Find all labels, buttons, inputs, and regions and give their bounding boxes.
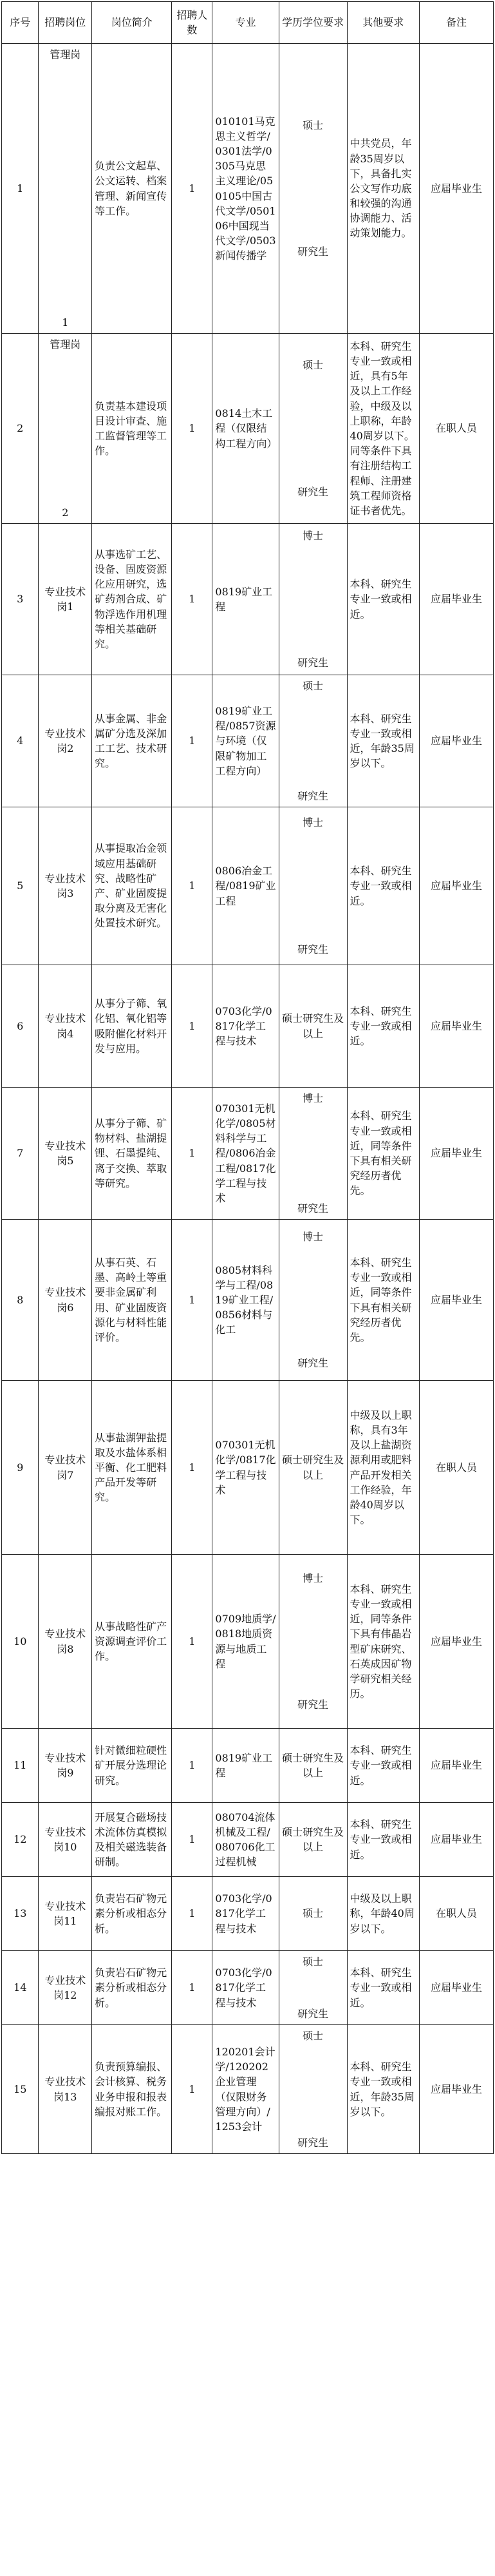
post-index: 2 xyxy=(62,506,69,519)
cell-other: 本科、研究生专业一致或相近。 xyxy=(347,807,420,965)
cell-post: 专业技术岗11 xyxy=(39,1877,92,1951)
cell-post: 专业技术岗2 xyxy=(39,675,92,807)
cell-intro: 负责基本建设项目设计审查、施工监督管理等工作。 xyxy=(92,334,172,524)
cell-intro: 从事分子筛、氧化铝、氧化铝等吸附催化材料开发与应用。 xyxy=(92,965,172,1088)
degree-type: 研究生 xyxy=(297,245,329,258)
post-name: 管理岗 xyxy=(50,48,81,61)
cell-degree: 硕士研究生及以上 xyxy=(279,965,347,1088)
cell-intro: 从事提取冶金领域应用基础研究、战略性矿产、矿业固废提取分离及无害化处置技术研究。 xyxy=(92,807,172,965)
cell-remark: 应届毕业生 xyxy=(420,675,494,807)
cell-degree: 硕士研究生及以上 xyxy=(279,1381,347,1555)
degree-stack xyxy=(282,815,344,957)
degree-type: 研究生 xyxy=(297,1698,329,1711)
cell-major: 010101马克思主义哲学/0301法学/0305马克思主义理论/050105中国古代文学/050106中国现当代文学/0503新闻传播学 xyxy=(212,44,279,334)
cell-intro: 从事分子筛、矿物材料、盐湖提锂、石墨提纯、离子交换、萃取等研究。 xyxy=(92,1088,172,1220)
cell-remark: 在职人员 xyxy=(420,334,494,524)
cell-count: 1 xyxy=(172,1088,212,1220)
cell-major: 0703化学/0817化学工程与技术 xyxy=(212,1951,279,2025)
cell-other: 中级及以上职称，年龄40周岁以下。 xyxy=(347,1877,420,1951)
cell-other: 本科、研究生专业一致或相近。 xyxy=(347,1729,420,1803)
cell-other: 本科、研究生专业一致或相近，同等条件下具有伟晶岩型矿床研究、石英成因矿物学研究相关经历。 xyxy=(347,1555,420,1729)
cell-major: 0703化学/0817化学工程与技术 xyxy=(212,1877,279,1951)
cell-degree xyxy=(279,44,347,334)
degree-stack xyxy=(282,528,344,670)
table-row xyxy=(2,1951,494,2025)
cell-other: 本科、研究生专业一致或相近，同等条件下具有相关研究经历者优先。 xyxy=(347,1088,420,1220)
cell-degree xyxy=(279,675,347,807)
degree-type: 研究生 xyxy=(297,1357,329,1370)
cell-post: 专业技术岗6 xyxy=(39,1220,92,1381)
cell-count: 1 xyxy=(172,334,212,524)
post-index: 1 xyxy=(62,316,69,329)
degree-stack xyxy=(282,358,344,499)
table-row xyxy=(2,1729,494,1803)
cell-degree: 硕士研究生及以上 xyxy=(279,1729,347,1803)
degree-stack xyxy=(282,1229,344,1371)
cell-no: 13 xyxy=(2,1877,39,1951)
cell-degree xyxy=(279,1088,347,1220)
cell-remark: 应届毕业生 xyxy=(420,807,494,965)
cell-count: 1 xyxy=(172,965,212,1088)
table-row xyxy=(2,2025,494,2154)
cell-remark: 应届毕业生 xyxy=(420,1729,494,1803)
cell-degree: 硕士研究生及以上 xyxy=(279,1803,347,1877)
header-degree: 学历学位要求 xyxy=(279,2,347,44)
degree-type: 研究生 xyxy=(297,1202,329,1215)
cell-count: 1 xyxy=(172,1381,212,1555)
degree-type: 研究生 xyxy=(297,943,329,956)
cell-other: 本科、研究生专业一致或相近，年龄35周岁以下。 xyxy=(347,675,420,807)
cell-intro: 从事石英、石墨、高岭土等重要非金属矿利用、矿业固废资源化与材料性能评价。 xyxy=(92,1220,172,1381)
cell-count: 1 xyxy=(172,1220,212,1381)
degree-level: 博士 xyxy=(303,1572,324,1584)
cell-major: 0806冶金工程/0819矿业工程 xyxy=(212,807,279,965)
degree-stack xyxy=(282,1954,344,2022)
cell-count: 1 xyxy=(172,1729,212,1803)
cell-no: 15 xyxy=(2,2025,39,2154)
cell-post: 专业技术岗3 xyxy=(39,807,92,965)
table-row xyxy=(2,524,494,675)
table-row xyxy=(2,334,494,524)
cell-no: 8 xyxy=(2,1220,39,1381)
degree-type: 研究生 xyxy=(297,656,329,669)
degree-type: 研究生 xyxy=(297,485,329,498)
cell-intro: 负责岩石矿物元素分析或相态分析。 xyxy=(92,1951,172,2025)
cell-no: 14 xyxy=(2,1951,39,2025)
cell-post: 专业技术岗1 xyxy=(39,524,92,675)
cell-major: 0819矿业工程 xyxy=(212,524,279,675)
cell-post: 专业技术岗4 xyxy=(39,965,92,1088)
cell-major: 120201会计学/120202企业管理（仅限财务管理方向）/1253会计 xyxy=(212,2025,279,2154)
cell-no: 5 xyxy=(2,807,39,965)
cell-no: 6 xyxy=(2,965,39,1088)
table-row xyxy=(2,1877,494,1951)
table-row xyxy=(2,1381,494,1555)
table-row xyxy=(2,1088,494,1220)
table-row xyxy=(2,807,494,965)
cell-remark: 应届毕业生 xyxy=(420,1088,494,1220)
header-intro: 岗位简介 xyxy=(92,2,172,44)
cell-no: 2 xyxy=(2,334,39,524)
header-other: 其他要求 xyxy=(347,2,420,44)
header-count: 招聘人数 xyxy=(172,2,212,44)
cell-post: 专业技术岗12 xyxy=(39,1951,92,2025)
cell-no: 12 xyxy=(2,1803,39,1877)
degree-stack xyxy=(282,118,344,260)
degree-level: 硕士 xyxy=(303,119,324,131)
degree-level: 硕士 xyxy=(303,2029,324,2042)
degree-type: 研究生 xyxy=(297,2008,329,2021)
cell-no: 7 xyxy=(2,1088,39,1220)
cell-post xyxy=(39,44,92,334)
cell-remark: 应届毕业生 xyxy=(420,2025,494,2154)
cell-degree xyxy=(279,1951,347,2025)
cell-post: 专业技术岗7 xyxy=(39,1381,92,1555)
cell-post: 专业技术岗13 xyxy=(39,2025,92,2154)
post-stack xyxy=(41,337,89,521)
post-stack xyxy=(41,47,89,331)
cell-remark: 应届毕业生 xyxy=(420,1220,494,1381)
cell-no: 9 xyxy=(2,1381,39,1555)
post-name: 管理岗 xyxy=(50,338,81,351)
degree-stack xyxy=(282,678,344,804)
cell-intro: 针对微细粒硬性矿开展分选理论研究。 xyxy=(92,1729,172,1803)
degree-level: 博士 xyxy=(303,1091,324,1104)
cell-major: 0819矿业工程/0857资源与环境（仅限矿物加工工程方向） xyxy=(212,675,279,807)
cell-intro: 从事金属、非金属矿分选及深加工工艺、技术研究。 xyxy=(92,675,172,807)
degree-type: 研究生 xyxy=(297,790,329,803)
header-post: 招聘岗位 xyxy=(39,2,92,44)
cell-other: 本科、研究生专业一致或相近。 xyxy=(347,1803,420,1877)
cell-major: 080704流体机械及工程/080706化工过程机械 xyxy=(212,1803,279,1877)
header-major: 专业 xyxy=(212,2,279,44)
cell-intro: 负责岩石矿物元素分析或相态分析。 xyxy=(92,1877,172,1951)
cell-remark: 在职人员 xyxy=(420,1381,494,1555)
cell-count: 1 xyxy=(172,1877,212,1951)
cell-degree xyxy=(279,524,347,675)
degree-stack xyxy=(282,1091,344,1216)
cell-remark: 应届毕业生 xyxy=(420,965,494,1088)
cell-count: 1 xyxy=(172,1951,212,2025)
table-row xyxy=(2,1220,494,1381)
cell-other: 本科、研究生专业一致或相近。 xyxy=(347,965,420,1088)
cell-major: 0805材料科学与工程/0819矿业工程/0856材料与化工 xyxy=(212,1220,279,1381)
cell-no: 3 xyxy=(2,524,39,675)
degree-stack xyxy=(282,2028,344,2151)
degree-level: 博士 xyxy=(303,530,324,542)
cell-intro: 负责预算编报、会计核算、税务业务申报和报表编报对账工作。 xyxy=(92,2025,172,2154)
cell-post: 专业技术岗9 xyxy=(39,1729,92,1803)
cell-count: 1 xyxy=(172,2025,212,2154)
degree-level: 博士 xyxy=(303,1230,324,1243)
degree-level: 硕士 xyxy=(303,359,324,371)
header-no: 序号 xyxy=(2,2,39,44)
cell-intro: 负责公文起草、公文运转、档案管理、新闻宣传等工作。 xyxy=(92,44,172,334)
cell-remark: 应届毕业生 xyxy=(420,1951,494,2025)
degree-stack xyxy=(282,1571,344,1713)
cell-degree xyxy=(279,807,347,965)
cell-count: 1 xyxy=(172,44,212,334)
cell-no: 1 xyxy=(2,44,39,334)
cell-major: 0709地质学/0818地质资源与地质工程 xyxy=(212,1555,279,1729)
cell-intro: 从事盐湖钾盐提取及水盐体系相平衡、化工肥料产品开发等研究。 xyxy=(92,1381,172,1555)
cell-post: 专业技术岗10 xyxy=(39,1803,92,1877)
cell-other: 中共党员，年龄35周岁以下，具备扎实公文写作功底和较强的沟通协调能力、活动策划能力。 xyxy=(347,44,420,334)
degree-type: 研究生 xyxy=(297,2137,329,2149)
cell-count: 1 xyxy=(172,807,212,965)
table-row xyxy=(2,965,494,1088)
cell-degree xyxy=(279,1555,347,1729)
degree-level: 硕士 xyxy=(303,679,324,692)
cell-post xyxy=(39,334,92,524)
cell-major: 0814土木工程（仅限结构工程方向） xyxy=(212,334,279,524)
cell-intro: 开展复合磁场技术流体仿真模拟及相关磁选装备研制。 xyxy=(92,1803,172,1877)
cell-degree xyxy=(279,1220,347,1381)
table-row xyxy=(2,675,494,807)
cell-remark: 应届毕业生 xyxy=(420,1803,494,1877)
table-header-row xyxy=(2,2,494,44)
cell-major: 0703化学/0817化学工程与技术 xyxy=(212,965,279,1088)
cell-no: 11 xyxy=(2,1729,39,1803)
cell-intro: 从事选矿工艺、设备、固废资源化应用研究，选矿药剂合成、矿物浮选作用机理等相关基础研究。 xyxy=(92,524,172,675)
header-remark: 备注 xyxy=(420,2,494,44)
cell-degree xyxy=(279,334,347,524)
cell-other: 本科、研究生专业一致或相近，具有5年及以上工作经验，中级及以上职称，年龄40周岁以下。同等条件下具有注册结构工程师、注册建筑工程师资格证书者优先。 xyxy=(347,334,420,524)
cell-no: 4 xyxy=(2,675,39,807)
cell-other: 本科、研究生专业一致或相近，同等条件下具有相关研究经历者优先。 xyxy=(347,1220,420,1381)
cell-major: 070301无机化学/0805材料科学与工程/0806冶金工程/0817化学工程与技术 xyxy=(212,1088,279,1220)
degree-level: 博士 xyxy=(303,816,324,829)
cell-count: 1 xyxy=(172,1803,212,1877)
cell-major: 0819矿业工程 xyxy=(212,1729,279,1803)
cell-count: 1 xyxy=(172,1555,212,1729)
cell-other: 本科、研究生专业一致或相近。 xyxy=(347,1951,420,2025)
cell-remark: 应届毕业生 xyxy=(420,1555,494,1729)
cell-intro: 从事战略性矿产资源调查评价工作。 xyxy=(92,1555,172,1729)
cell-remark: 应届毕业生 xyxy=(420,44,494,334)
recruitment-table xyxy=(1,1,494,2154)
cell-major: 070301无机化学/0817化学工程与技术 xyxy=(212,1381,279,1555)
cell-count: 1 xyxy=(172,524,212,675)
table-row xyxy=(2,1555,494,1729)
table-row xyxy=(2,1803,494,1877)
degree-level: 硕士 xyxy=(303,1955,324,1968)
cell-other: 本科、研究生专业一致或相近。 xyxy=(347,524,420,675)
cell-other: 中级及以上职称，具有3年及以上盐湖资源利用或肥料产品开发相关工作经验，年龄40周岁以下。 xyxy=(347,1381,420,1555)
cell-remark: 在职人员 xyxy=(420,1877,494,1951)
table-row xyxy=(2,44,494,334)
cell-count: 1 xyxy=(172,675,212,807)
cell-degree: 硕士 xyxy=(279,1877,347,1951)
cell-post: 专业技术岗8 xyxy=(39,1555,92,1729)
cell-remark: 应届毕业生 xyxy=(420,524,494,675)
cell-other: 本科、研究生专业一致或相近，年龄35周岁以下。 xyxy=(347,2025,420,2154)
cell-post: 专业技术岗5 xyxy=(39,1088,92,1220)
cell-degree xyxy=(279,2025,347,2154)
cell-no: 10 xyxy=(2,1555,39,1729)
